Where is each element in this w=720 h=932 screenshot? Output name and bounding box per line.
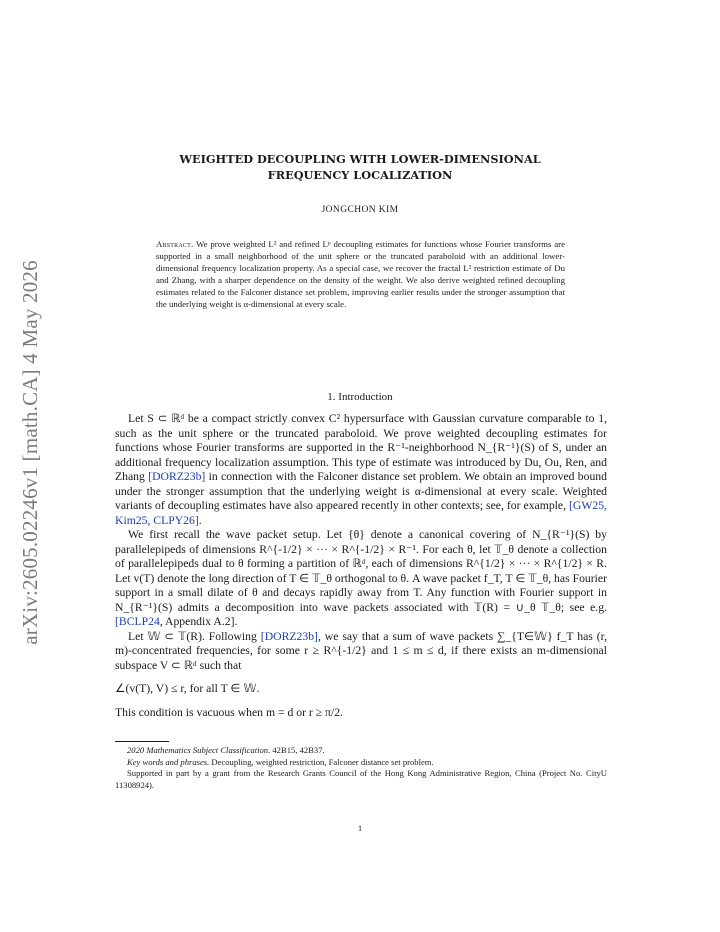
abstract-label: Abstract. (156, 239, 194, 249)
paragraph-1 (115, 412, 607, 528)
section-heading-text: 1. Introduction (327, 391, 393, 403)
display-equation: ∠(v(T), V) ≤ r, for all T ∈ 𝕎. (115, 682, 260, 695)
author-name: JONGCHON KIM (321, 205, 399, 215)
footnote-keywords-label: Key words and phrases. (127, 756, 210, 767)
title-line-2: FREQUENCY LOCALIZATION (267, 168, 453, 182)
arxiv-identifier-text: arXiv:2605.02246v1 [math.CA] 4 May 2026 (17, 259, 42, 645)
paragraph-3 (115, 630, 607, 674)
citation-bclp24[interactable]: [BCLP24 (115, 615, 160, 628)
footnote-funding: Supported in part by a grant from the Research Grants Council of the Hong Kong Administrative Region, China (Project No. CityU 11308924). (115, 768, 607, 790)
paper-title (120, 151, 600, 183)
paragraph-2-text-a: We first recall the wave packet setup. Let {θ} denote a canonical covering of N_{R⁻¹}(S) by parallelepipeds of dimensions R^{-1/2} × ··· × R^{-1/2} × R⁻¹. For each θ, let 𝕋_θ denote a collection of parallelepipeds dual to θ forming a partition of ℝᵈ, each of dimensions R^{1/2} × ··· × R^{1/2} × R. Let v(T) denote the long direction of T ∈ 𝕋_θ orthogonal to θ. A wave packet f_T, T ∈ 𝕋_θ, has Fourier support in a small dilate of θ and decays rapidly away from T. Any function with Fourier support in N_{R⁻¹}(S) admits a decomposition into wave packets associated with 𝕋(R) = ∪_θ 𝕋_θ; see e.g. (115, 528, 607, 614)
body-text (115, 412, 607, 720)
footnote-msc (115, 745, 607, 757)
abstract-block (156, 238, 565, 310)
footnote-rule (115, 741, 169, 742)
title-line-1: WEIGHTED DECOUPLING WITH LOWER-DIMENSIONAL (179, 152, 541, 166)
citation-dorz23b-2[interactable]: [DORZ23b] (260, 629, 318, 643)
abstract-paragraph (156, 238, 565, 310)
paragraph-2 (115, 528, 607, 630)
page-number: 1 (357, 823, 363, 833)
section-heading (120, 391, 600, 403)
paragraph-4: This condition is vacuous when m = d or r ≥ π/2. (115, 705, 343, 719)
footnote-msc-codes: 42B15, 42B37. (270, 745, 325, 755)
footnote-keywords-text: Decoupling, weighted restriction, Falconer distance set problem. (209, 756, 434, 767)
paragraph-1-text-a: Let S ⊂ ℝᵈ be a compact strictly convex C² hypersurface with Gaussian curvature comparable to 1, such as the unit sphere or the truncated paraboloid. We prove weighted decoupling estimates for functions whose Fourier transforms are supported in the R⁻¹-neighborhood N_{R⁻¹}(S) of S, under an additional frequency localization assumption. This type of estimate was introduced by Du, Ou, Ren, and Zhang (115, 412, 607, 483)
paragraph-3-text-a: Let 𝕎 ⊂ 𝕋(R). Following (128, 629, 261, 643)
paragraph-2-text-b: , Appendix A.2]. (159, 615, 238, 628)
paragraph-1-text-c: . (198, 513, 202, 527)
citation-gw25-kim25-clpy26[interactable]: [GW25, Kim25, CLPY26] (115, 499, 607, 527)
paragraph-1-text-b: in connection with the Falconer distance set problem. We obtain an improved bound under the stronger assumption that the underlying weight is α-dimensional at every scale. Weighted variants of decoupling estimates have also appeared recently in other contexts; see, for example, (115, 470, 607, 512)
arxiv-identifier-stamp (12, 247, 48, 657)
footnote-keywords (115, 757, 607, 769)
abstract-text: We prove weighted L² and refined Lᵖ decoupling estimates for functions whose Fourier transforms are supported in a small neighborhood of the unit sphere or the truncated paraboloid with an additional lower-dimensional frequency localization property. As a special case, we recover the fractal L² restriction estimate of Du and Zhang, with a sharper dependence on the density of the weight. We also derive weighted refined decoupling estimates related to the Falconer distance set problem, improving earlier results under the stronger assumption that the underlying weight is α-dimensional at every scale. (156, 239, 565, 309)
footnotes (115, 745, 607, 791)
footnote-msc-label: 2020 Mathematics Subject Classification. (127, 745, 271, 755)
paragraph-3-text-b: , we say that a sum of wave packets ∑_{T∈𝕎} f_T has (r, m)-concentrated frequencies, for some r ≥ R^{-1/2} and 1 ≤ m ≤ d, if there exists an m-dimensional subspace V ⊂ ℝᵈ such that (115, 629, 607, 672)
citation-dorz23b[interactable]: [DORZ23b] (148, 470, 206, 483)
